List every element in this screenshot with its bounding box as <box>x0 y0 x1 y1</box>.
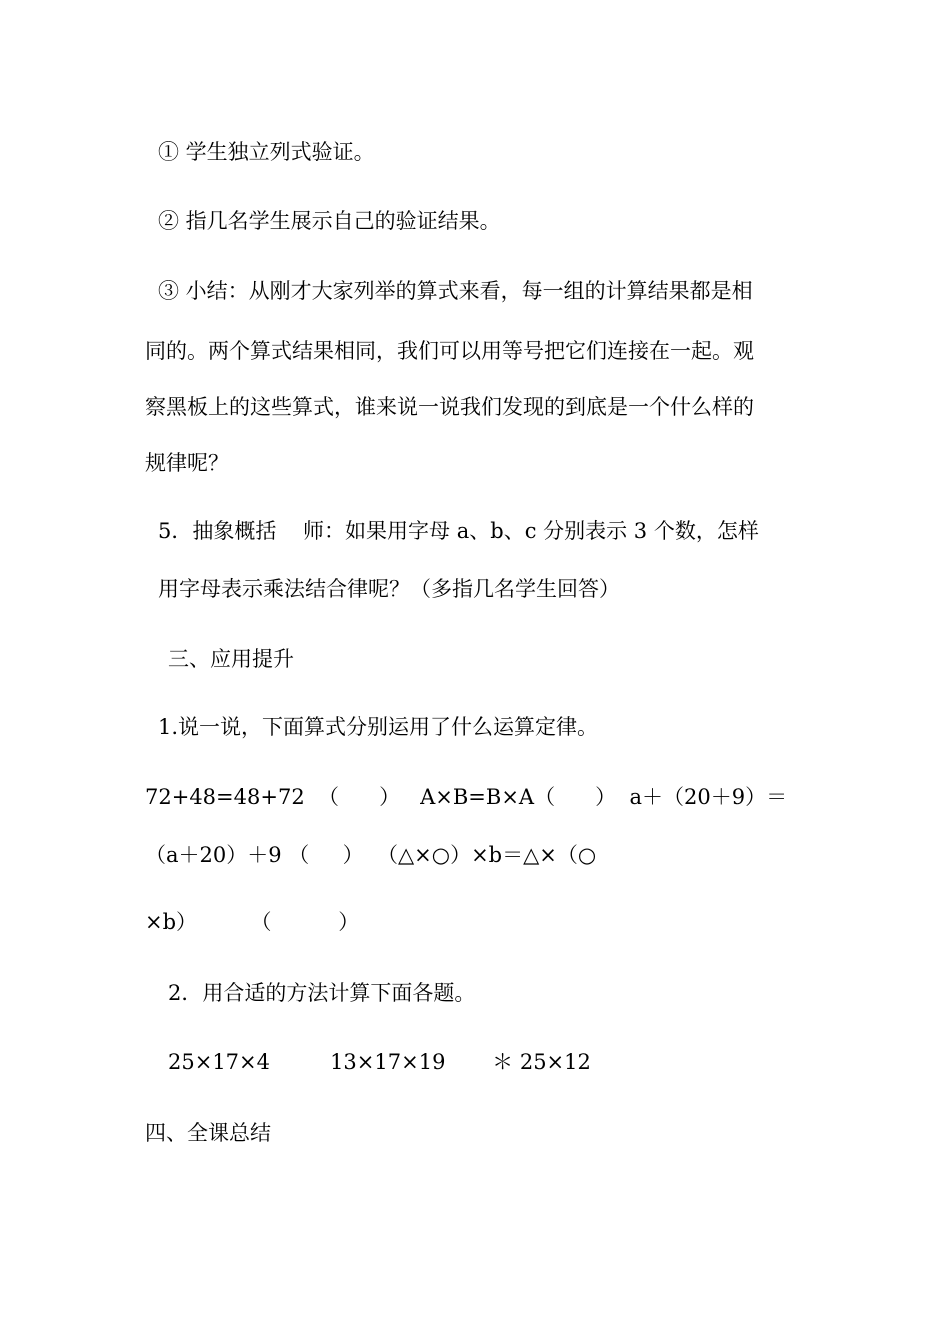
summary-line-2: 同的。两个算式结果相同，我们可以用等号把它们连接在一起。观 <box>145 339 754 363</box>
step-1-text: ① 学生独立列式验证。 <box>158 140 375 164</box>
exercise-1-formulas-line-2: （a＋20）＋9 （ ） （△×○）×b＝△×（○ <box>145 843 597 867</box>
summary-line-1: ③ 小结：从刚才大家列举的算式来看，每一组的计算结果都是相 <box>158 279 753 303</box>
exercise-1-prompt: 1.说一说，下面算式分别运用了什么运算定律。 <box>158 715 599 739</box>
section-heading-application: 三、应用提升 <box>168 647 294 671</box>
step-2-text: ② 指几名学生展示自己的验证结果。 <box>158 209 501 233</box>
abstraction-line-1: 5．抽象概括 师：如果用字母 a、b、c 分别表示 3 个数，怎样 <box>158 519 759 543</box>
exercise-2-prompt: 2．用合适的方法计算下面各题。 <box>168 981 476 1005</box>
summary-line-4: 规律呢？ <box>145 451 229 475</box>
exercise-1-formulas-line-3: ×b） （ ） <box>145 910 360 934</box>
exercise-2-problems: 25×17×4 13×17×19 ＊ 25×12 <box>168 1050 591 1074</box>
summary-line-3: 察黑板上的这些算式，谁来说一说我们发现的到底是一个什么样的 <box>145 395 754 419</box>
section-heading-summary: 四、全课总结 <box>145 1121 271 1145</box>
abstraction-line-2: 用字母表示乘法结合律呢？（多指几名学生回答） <box>158 577 620 601</box>
exercise-1-formulas-line-1: 72+48=48+72 （ ） A×B=B×A（ ） a＋（20＋9）＝ <box>145 785 788 809</box>
